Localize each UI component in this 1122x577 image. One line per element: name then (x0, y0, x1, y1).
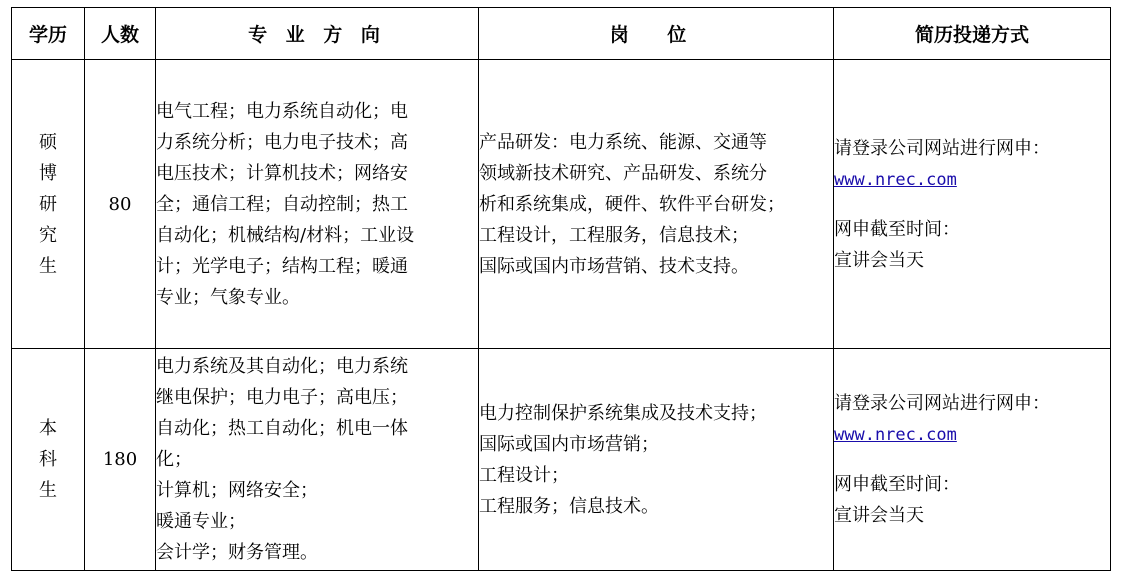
post-cell (479, 60, 834, 349)
post-line: 析和系统集成，硬件、软件平台研发； (479, 193, 785, 215)
apply-cell (834, 349, 1111, 571)
table-row (12, 60, 1111, 349)
degree-cell (12, 60, 85, 349)
degree-char: 本 (39, 418, 57, 439)
major-line: 计；光学电子；结构工程；暖通 (156, 255, 408, 277)
apply-cell (834, 60, 1111, 349)
apply-instruction: 请登录公司网站进行网申： (834, 137, 1050, 159)
major-line: 力系统分析；电力电子技术；高 (156, 131, 408, 153)
deadline-label: 网申截至时间： (834, 474, 960, 495)
count-cell: 180 (85, 349, 156, 571)
major-line: 会计学；财务管理。 (156, 542, 318, 563)
post-line: 工程设计； (479, 464, 569, 486)
major-cell (156, 60, 479, 349)
spacer (834, 451, 1110, 469)
recruitment-table (11, 7, 1111, 571)
degree-cell (12, 349, 85, 571)
major-line: 电压技术；计算机技术；网络安 (156, 162, 408, 184)
major-line: 暖通专业； (156, 511, 246, 532)
degree-char: 生 (39, 255, 57, 277)
major-line: 电力系统及其自动化；电力系统 (156, 356, 408, 377)
deadline-value: 宣讲会当天 (834, 505, 924, 526)
major-line: 化； (156, 449, 192, 470)
major-line: 继电保护；电力电子；高电压； (156, 387, 408, 408)
post-line: 国际或国内市场营销、技术支持。 (479, 255, 749, 277)
apply-instruction: 请登录公司网站进行网申： (834, 393, 1050, 414)
degree-char: 研 (39, 193, 57, 215)
header-apply: 简历投递方式 (834, 8, 1111, 60)
header-post: 岗 位 (479, 8, 834, 60)
header-degree: 学历 (12, 8, 85, 60)
degree-char: 生 (39, 480, 57, 501)
post-line: 工程服务；信息技术。 (479, 495, 659, 517)
post-cell (479, 349, 834, 571)
website-link[interactable]: www.nrec.com (834, 425, 957, 445)
major-cell (156, 349, 479, 571)
degree-char: 博 (39, 162, 57, 184)
major-line: 电气工程；电力系统自动化；电 (156, 100, 408, 122)
major-line: 自动化；机械结构/材料；工业设 (156, 224, 415, 246)
spacer (834, 196, 1110, 214)
major-line: 计算机；网络安全； (156, 480, 318, 501)
degree-char: 硕 (39, 131, 57, 153)
post-line: 领域新技术研究、产品研发、系统分 (479, 162, 767, 184)
deadline-label: 网申截至时间： (834, 218, 960, 240)
post-line: 电力控制保护系统集成及技术支持； (479, 402, 767, 424)
count-cell: 80 (85, 60, 156, 349)
deadline-value: 宣讲会当天 (834, 249, 924, 271)
degree-char: 科 (39, 449, 57, 470)
major-line: 自动化；热工自动化；机电一体 (156, 418, 408, 439)
header-row (12, 8, 1111, 60)
major-line: 专业；气象专业。 (156, 286, 300, 308)
degree-char: 究 (39, 224, 57, 246)
post-line: 产品研发：电力系统、能源、交通等 (479, 131, 767, 153)
table-row (12, 349, 1111, 571)
post-line: 工程设计，工程服务，信息技术； (479, 224, 749, 246)
header-count: 人数 (85, 8, 156, 60)
major-line: 全；通信工程；自动控制；热工 (156, 193, 408, 215)
website-link[interactable]: www.nrec.com (834, 169, 957, 190)
post-line: 国际或国内市场营销； (479, 433, 659, 455)
header-major: 专 业 方 向 (156, 8, 479, 60)
